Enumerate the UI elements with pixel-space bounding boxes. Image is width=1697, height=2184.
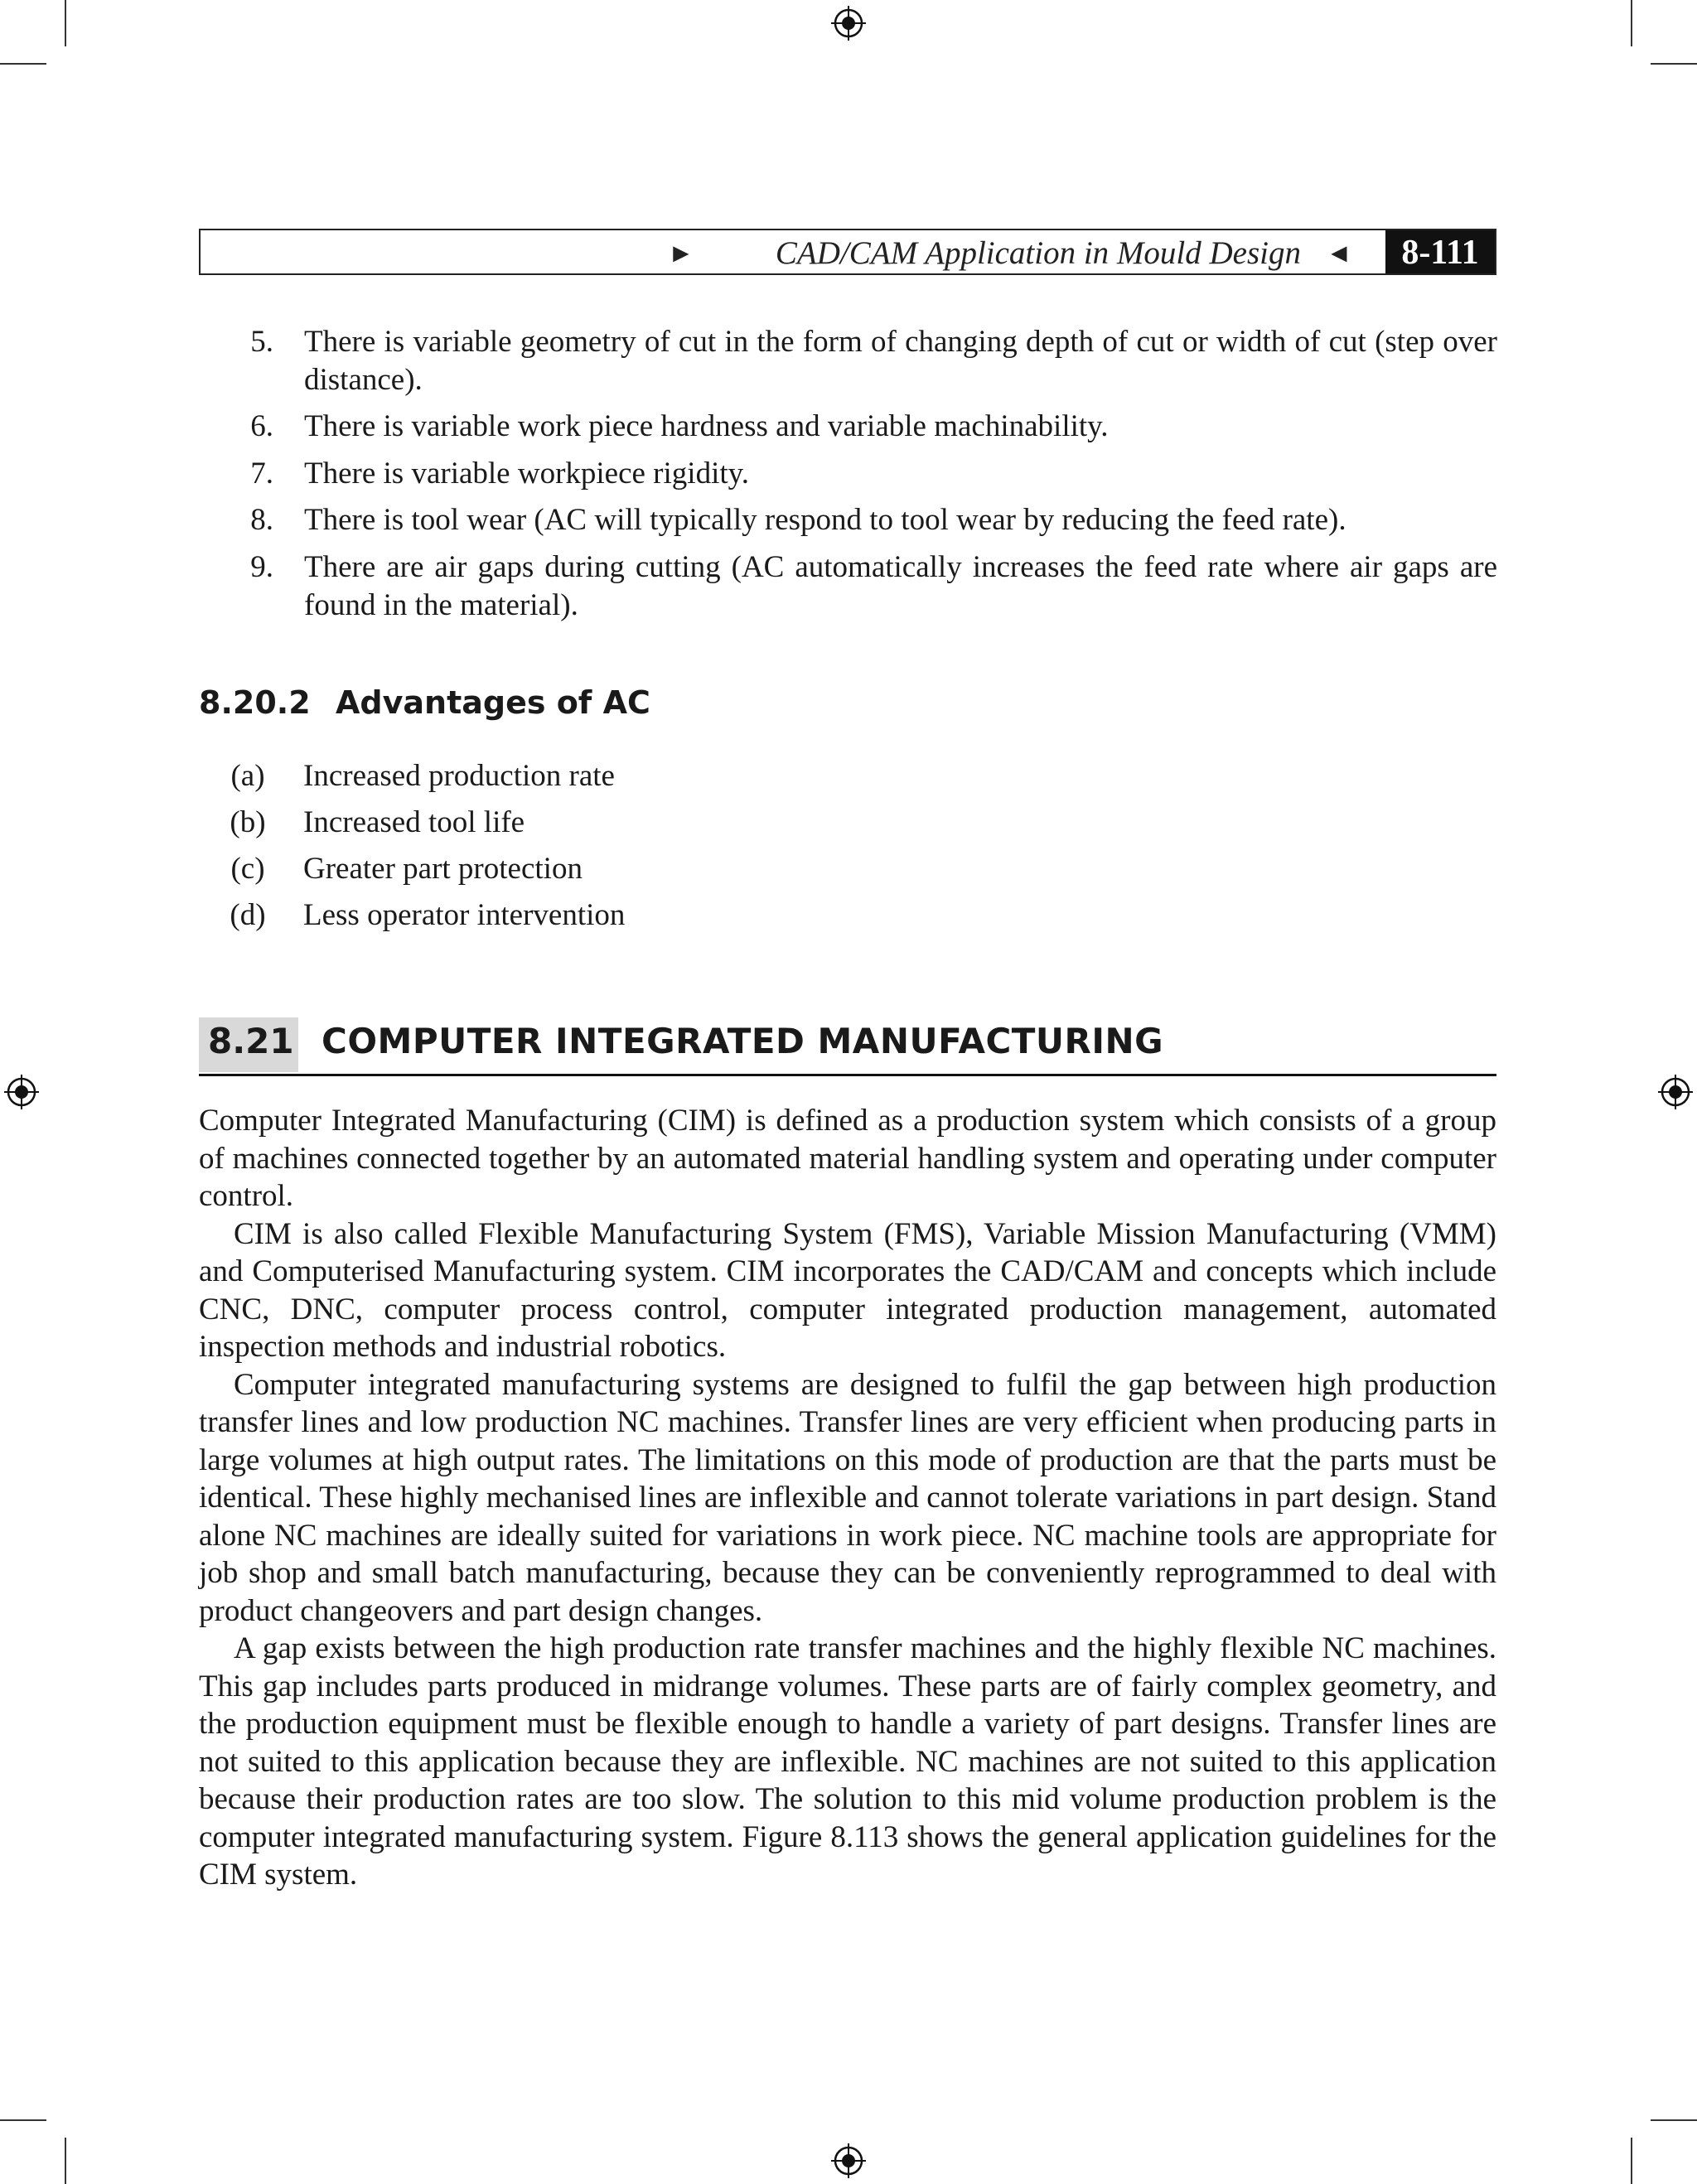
paragraph: A gap exists between the high production rate transfer machines and the highly flexible NC machines. This gap includes parts produced in midrange volumes. These parts are of fairly complex geometry, and the production equipment must be flexible enough to handle a variety of part designs. Transfer lines are not suited to this application because they are inflexible. NC machines are not suited to this application because their production rates are too slow. The solution to this mid volume production problem is the computer integrated manufacturing system. Figure 8.113 shows the general application guidelines for the CIM system. — [199, 1631, 1496, 1892]
crop-mark-top-left-v — [65, 0, 66, 46]
registration-mark-top-icon — [831, 6, 866, 41]
advantage-text: Greater part protection — [303, 852, 583, 886]
list-item-number: 6. — [250, 409, 273, 443]
header-title: CAD/CAM Application in Mould Design — [775, 235, 1301, 271]
list-item-text: There is variable workpiece rigidity. — [304, 457, 749, 490]
section-number: 8.21 — [208, 1021, 294, 1061]
list-item-number: 9. — [250, 550, 273, 584]
crop-mark-bottom-right-v — [1631, 2138, 1632, 2184]
list-item-text: There is variable geometry of cut in the form of changing depth of cut or width of cut (step over distance). — [304, 325, 1497, 397]
advantage-text: Increased tool life — [303, 805, 525, 839]
list-item-number: 5. — [250, 325, 273, 359]
subsection-heading — [199, 684, 650, 721]
section-title: COMPUTER INTEGRATED MANUFACTURING — [322, 1021, 1164, 1061]
crop-mark-top-right-v — [1631, 0, 1632, 46]
list-item-number: 8. — [250, 503, 273, 537]
crop-mark-bottom-right-h — [1651, 2119, 1697, 2121]
advantage-label: (d) — [230, 898, 266, 932]
crop-mark-top-right-h — [1651, 63, 1697, 65]
advantage-label: (b) — [230, 805, 266, 839]
subsection-title: Advantages of AC — [336, 684, 650, 721]
section-rule — [199, 1074, 1496, 1076]
paragraph: CIM is also called Flexible Manufacturing System (FMS), Variable Mission Manufacturing (VMM) and Computerised Manufacturing system. CIM incorporates the CAD/CAM and concepts which include CNC, DNC, computer process control, computer integrated production management, automated inspection methods and industrial robotics. — [199, 1216, 1496, 1364]
header-arrow-right-icon: ◄ — [1326, 238, 1352, 268]
section-body — [199, 1102, 1496, 1894]
header-arrow-left-icon: ► — [668, 238, 694, 268]
registration-mark-left-icon — [4, 1075, 39, 1109]
registration-mark-bottom-icon — [831, 2143, 866, 2178]
advantage-label: (a) — [230, 759, 265, 793]
paragraph: Computer integrated manufacturing systems are designed to fulfil the gap between high production transfer lines and low production NC machines. Transfer lines are very efficient when producing parts in large volumes at high output rates. The limitations on this mode of production are that the parts must be identical. These highly mechanised lines are inflexible and cannot tolerate variations in part design. Stand alone NC machines are ideally suited for variations in work piece. NC machine tools are appropriate for job shop and small batch manufacturing, because they can be conveniently reprogrammed to deal with product changeovers and part design changes. — [199, 1367, 1496, 1628]
crop-mark-top-left-h — [0, 63, 46, 65]
advantage-text: Increased production rate — [303, 759, 615, 793]
page-number: 8-111 — [1385, 230, 1495, 273]
running-header — [199, 229, 1496, 275]
crop-mark-bottom-left-v — [65, 2138, 66, 2184]
list-item-number: 7. — [250, 457, 273, 490]
list-item-text: There is tool wear (AC will typically respond to tool wear by reducing the feed rate). — [304, 503, 1346, 537]
paragraph: Computer Integrated Manufacturing (CIM) is defined as a production system which consists of a group of machines connected together by an automated material handling system and operating under computer control. — [199, 1104, 1496, 1213]
list-item-text: There are air gaps during cutting (AC automatically increases the feed rate where air gaps are found in the material). — [304, 550, 1497, 622]
advantage-text: Less operator intervention — [303, 898, 626, 932]
subsection-number: 8.20.2 — [199, 684, 311, 721]
crop-mark-bottom-left-h — [0, 2119, 46, 2121]
advantage-label: (c) — [230, 852, 265, 886]
list-item-text: There is variable work piece hardness and variable machinability. — [304, 409, 1109, 443]
registration-mark-right-icon — [1658, 1075, 1693, 1109]
